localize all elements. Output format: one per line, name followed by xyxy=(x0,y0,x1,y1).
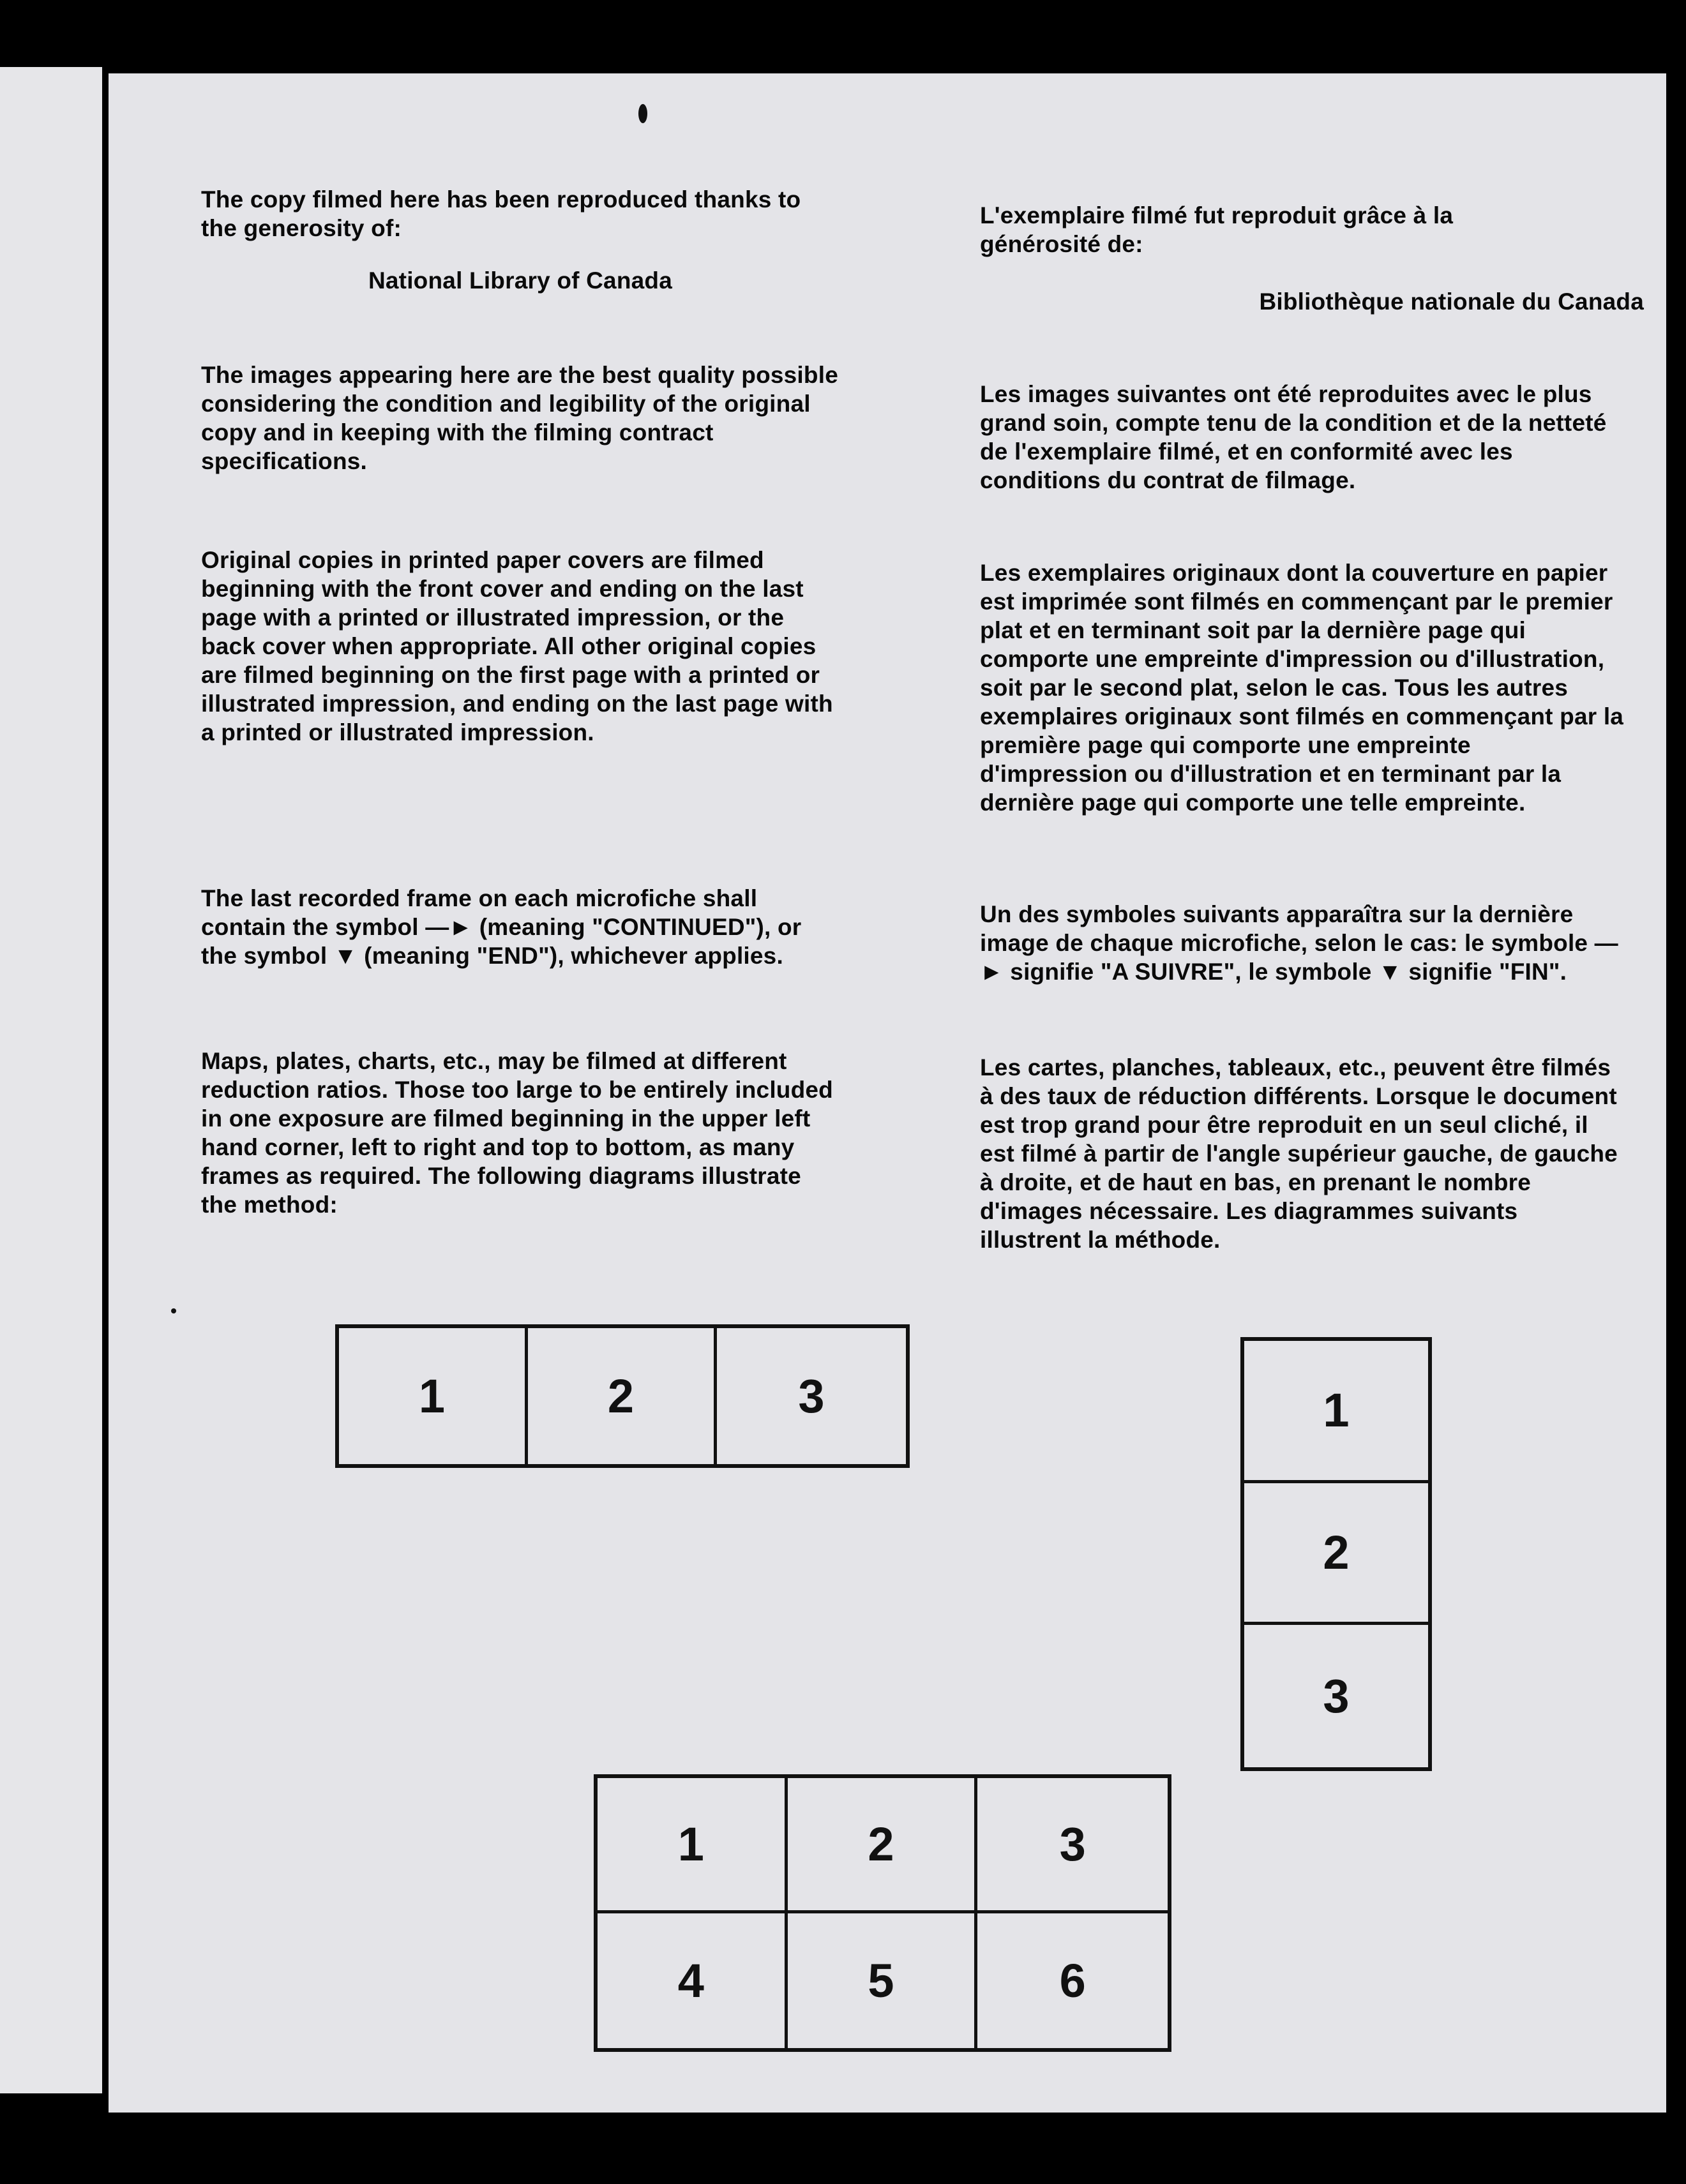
en-quality-paragraph: The images appearing here are the best quality possible considering the condition and legibility of the original copy and in keeping with the filming contract specifications. xyxy=(201,362,838,474)
fr-maps-paragraph: Les cartes, planches, tableaux, etc., peuvent être filmés à des taux de réduction différents. Lorsque le document est trop grand pour être reproduit en un seul cliché, il est filmé à partir de l'angle supérieur gauche, de gauche à droite, et de haut en bas, en prenant le nombre d'images nécessaire. Les diagrammes suivants illustrent la méthode. xyxy=(980,1054,1618,1253)
diagram-horizontal xyxy=(335,1324,910,1468)
frame-cell: 3 xyxy=(1323,1670,1350,1723)
microfiche-target-sheet xyxy=(109,73,1666,2113)
en-institution: National Library of Canada xyxy=(368,267,672,294)
frame-cell: 5 xyxy=(788,1913,978,2049)
frame-cell: 6 xyxy=(1059,1954,1086,2007)
ink-speck xyxy=(638,104,647,123)
diagram-vertical xyxy=(1240,1337,1432,1771)
fr-quality-paragraph: Les images suivantes ont été reproduites avec le plus grand soin, compte tenu de la condition et de la netteté de l'exemplaire filmé, et en conformité avec les conditions du contrat de filmage. xyxy=(980,381,1607,493)
frame-cell: 1 xyxy=(339,1328,528,1464)
frame-cell: 4 xyxy=(598,1913,788,2049)
fr-symbols-paragraph: Un des symboles suivants apparaîtra sur la dernière image de chaque microfiche, selon le cas: le symbole —► signifie "A SUIVRE", le symbole ▼ signifie "FIN". xyxy=(980,901,1618,985)
fr-credit-paragraph: L'exemplaire filmé fut reproduit grâce à la générosité de: xyxy=(980,202,1454,257)
fr-originals-paragraph: Les exemplaires originaux dont la couverture en papier est imprimée sont filmés en commençant par le premier plat et en terminant soit par la dernière page qui comporte une empreinte d'impression ou d'illustration, soit par le second plat, selon le cas. Tous les autres exemplaires originaux sont filmés en commençant par la première page qui comporte une empreinte d'impression ou d'illustration et en terminant par la dernière page qui comporte une telle empreinte. xyxy=(980,560,1624,816)
frame-cell: 1 xyxy=(1244,1341,1428,1483)
en-symbols-paragraph: The last recorded frame on each microfiche shall contain the symbol —► (meaning "CONTINUED"), or the symbol ▼ (meaning "END"), whichever applies. xyxy=(201,885,802,969)
en-originals-paragraph: Original copies in printed paper covers are filmed beginning with the front cover and ending on the last page with a printed or illustrated impression, or the back cover when appropriate. All other original copies are filmed beginning on the first page with a printed or illustrated impression, and ending on the last page with a printed or illustrated impression. xyxy=(201,547,833,745)
frame-cell: 2 xyxy=(1244,1483,1428,1626)
frame-cell: 2 xyxy=(788,1778,978,1913)
frame-cell: 2 xyxy=(528,1328,717,1464)
frame-cell: 3 xyxy=(977,1778,1168,1913)
diagram-grid xyxy=(594,1774,1171,2052)
ink-speck xyxy=(171,1308,176,1313)
adjacent-page-edge xyxy=(0,67,102,2093)
fr-institution: Bibliothèque nationale du Canada xyxy=(1259,288,1644,315)
en-maps-paragraph: Maps, plates, charts, etc., may be filmed at different reduction ratios. Those too large to be entirely included in one exposure are filmed beginning in the upper left hand corner, left to right and top to bottom, as many frames as required. The following diagrams illustrate the method: xyxy=(201,1048,833,1218)
frame-cell: 3 xyxy=(798,1370,825,1423)
en-credit-paragraph: The copy filmed here has been reproduced thanks to the generosity of: xyxy=(201,186,801,241)
frame-cell: 1 xyxy=(598,1778,788,1913)
